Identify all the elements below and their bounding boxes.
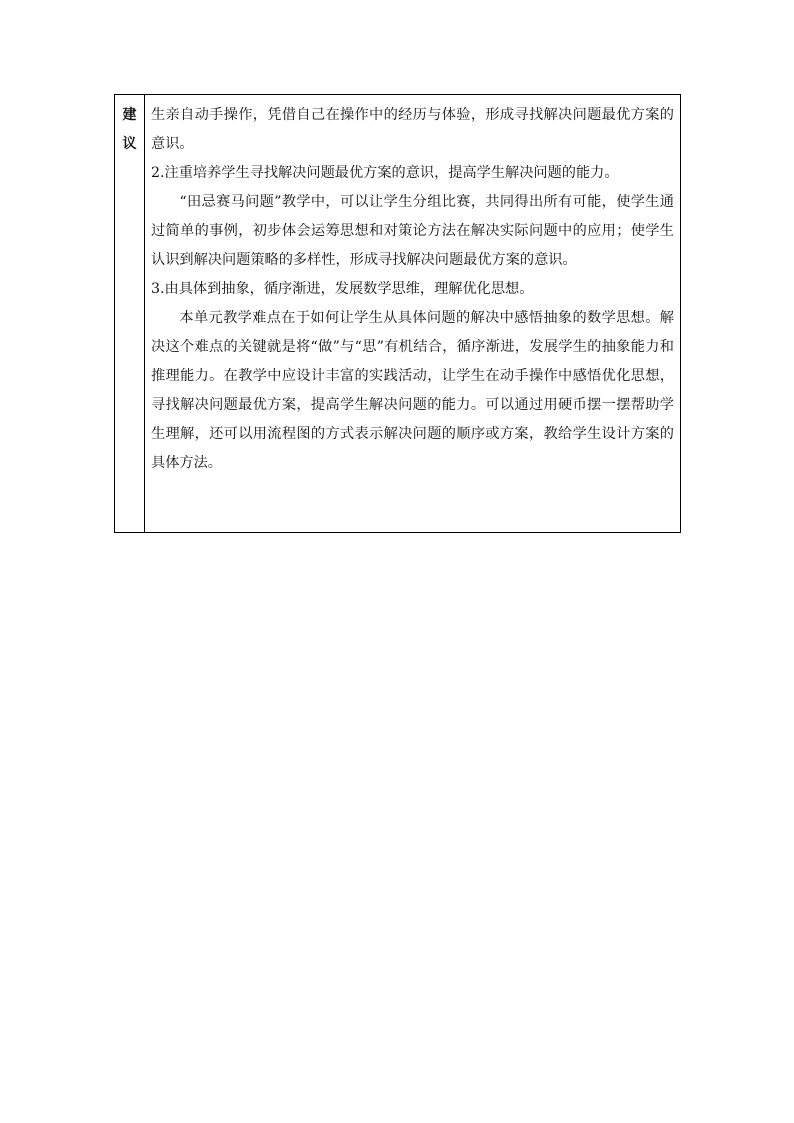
paragraph-difficulty: 本单元教学难点在于如何让学生从具体问题的解决中感悟抽象的数学思想。解决这个难点的关键就是将“做”与“思”有机结合，循序渐进，发展学生的抽象能力和推理能力。在教学中应设计丰富的实践活动，让学生在动手操作中感悟优化思想，寻找解决问题最优方案，提高学生解决问题的能力。可以通过用硬币摆一摆帮助学生理解，还可以用流程图的方式表示解决问题的顺序或方案，教给学生设计方案的具体方法。 [151,310,674,471]
suggestion-content [145,95,680,532]
paragraph-tianji-example: “田忌赛马问题”教学中，可以让学生分组比赛，共同得出所有可能，使学生通过简单的事例，初步体会运筹思想和对策论方法在解决实际问题中的应用；使学生认识到解决问题策略的多样性，形成寻找解决问题最优方案的意识。 [151,194,674,268]
row-label-char-1: 建 [122,107,137,123]
paragraph-point-3: 3.由具体到抽象，循序渐进，发展数学思维，理解优化思想。 [151,281,534,297]
paragraph-point-2: 2.注重培养学生寻找解决问题最优方案的意识，提高学生解决问题的能力。 [151,165,619,181]
paragraph-continued: 生亲自动手操作，凭借自己在操作中的经历与体验，形成寻找解决问题最优方案的意识。 [151,107,674,152]
suggestion-table [114,94,681,533]
row-label-char-2: 议 [122,136,137,152]
row-label-column [115,95,145,532]
